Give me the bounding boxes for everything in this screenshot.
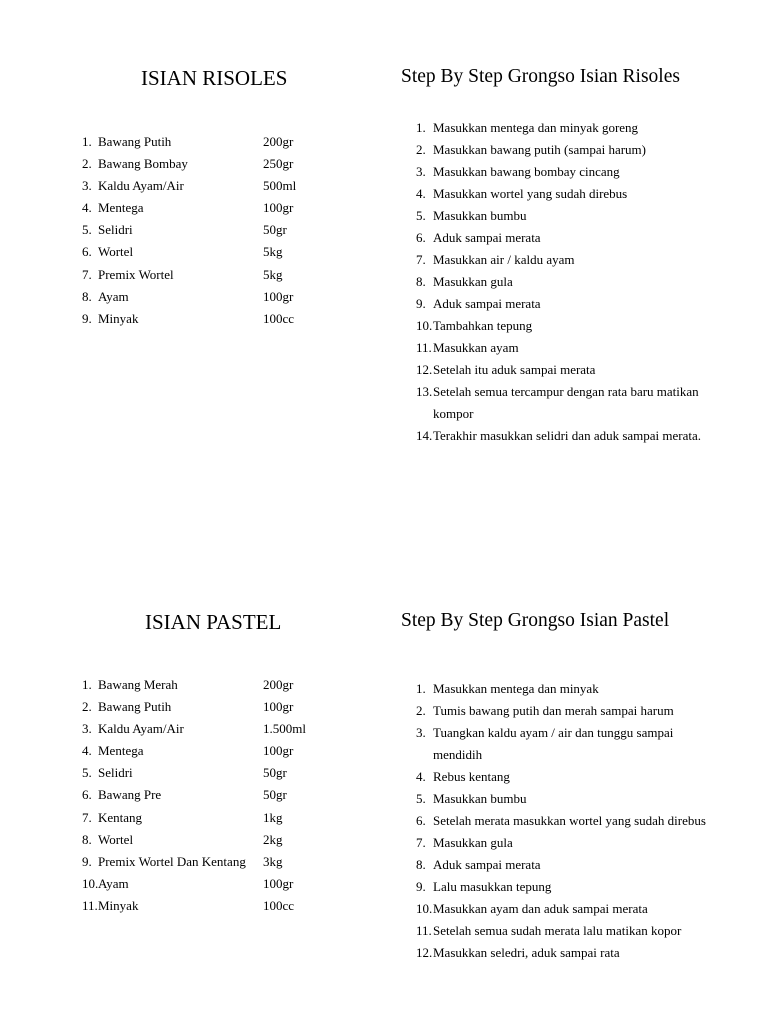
step-text: Masukkan ayam <box>433 340 519 355</box>
step-text: Masukkan wortel yang sudah direbus <box>433 186 628 201</box>
step-item <box>416 854 706 876</box>
risoles-ingredient-list <box>82 132 382 331</box>
ingredient-item <box>82 675 382 697</box>
ingredient-quantity: 100cc <box>263 310 295 326</box>
ingredient-item <box>82 220 382 242</box>
step-item <box>416 810 706 832</box>
ingredient-quantity: 250gr <box>263 156 294 172</box>
ingredient-name: Kentang <box>98 809 143 825</box>
step-item <box>416 788 706 810</box>
step-item <box>416 425 706 447</box>
ingredient-name: Bawang Merah <box>98 677 178 692</box>
ingredient-quantity: 200gr <box>263 677 294 692</box>
step-number: 8. <box>416 857 426 872</box>
pastel-steps-title: Step By Step Grongso Isian Pastel <box>401 610 670 631</box>
step-item <box>416 117 706 139</box>
ingredient-quantity: 200gr <box>263 134 294 149</box>
ingredient-name: Wortel <box>98 831 134 847</box>
ingredient-item <box>82 808 382 830</box>
ingredient-item <box>82 176 382 198</box>
step-text: Rebus kentang <box>433 769 510 784</box>
step-item <box>416 161 706 183</box>
step-number: 9. <box>416 296 426 311</box>
step-text: Lalu masukkan tepung <box>433 879 552 894</box>
step-number: 5. <box>416 791 426 806</box>
ingredient-number: 5. <box>82 765 92 781</box>
ingredient-item <box>82 242 382 264</box>
step-text: Tuangkan kaldu ayam / air dan tunggu sampai mendidih <box>433 725 674 762</box>
ingredient-quantity: 5kg <box>263 244 283 260</box>
step-number: 3. <box>416 164 426 179</box>
pastel-step-list <box>416 678 706 964</box>
step-item <box>416 898 706 920</box>
step-item <box>416 337 706 359</box>
ingredient-quantity: 100gr <box>263 288 294 304</box>
step-item <box>416 678 706 700</box>
step-text: Masukkan ayam dan aduk sampai merata <box>433 901 648 916</box>
ingredient-name: Bawang Putih <box>98 134 172 149</box>
ingredient-name: Minyak <box>98 310 139 326</box>
ingredient-name: Bawang Bombay <box>98 156 188 172</box>
step-number: 8. <box>416 274 426 289</box>
ingredient-number: 1. <box>82 677 92 692</box>
ingredient-name: Ayam <box>98 875 129 891</box>
step-number: 9. <box>416 879 426 894</box>
ingredient-item <box>82 785 382 807</box>
step-number: 11. <box>416 340 432 355</box>
ingredient-number: 10. <box>82 875 99 891</box>
step-text: Masukkan air / kaldu ayam <box>433 252 575 267</box>
ingredient-number: 6. <box>82 787 92 803</box>
ingredient-number: 5. <box>82 222 92 238</box>
step-text: Setelah itu aduk sampai merata <box>433 362 596 377</box>
ingredient-number: 11. <box>82 897 98 913</box>
step-item <box>416 139 706 161</box>
step-text: Masukkan mentega dan minyak <box>433 681 599 696</box>
ingredient-item <box>82 132 382 154</box>
ingredient-quantity: 1kg <box>263 809 283 825</box>
ingredient-number: 9. <box>82 310 92 326</box>
risoles-step-list <box>416 117 706 447</box>
ingredient-quantity: 100gr <box>263 875 294 891</box>
ingredient-name: Kaldu Ayam/Air <box>98 721 184 737</box>
ingredient-item <box>82 874 382 896</box>
step-text: Masukkan bawang bombay cincang <box>433 164 620 179</box>
step-text: Masukkan seledri, aduk sampai rata <box>433 945 620 960</box>
step-item <box>416 766 706 788</box>
step-number: 4. <box>416 186 426 201</box>
step-number: 6. <box>416 230 426 245</box>
ingredient-number: 6. <box>82 244 92 260</box>
ingredient-name: Ayam <box>98 288 129 304</box>
step-number: 13. <box>416 384 433 399</box>
step-number: 6. <box>416 813 426 828</box>
ingredient-number: 8. <box>82 288 92 304</box>
ingredient-item <box>82 763 382 785</box>
step-item <box>416 315 706 337</box>
step-item <box>416 381 706 425</box>
ingredient-number: 9. <box>82 853 92 869</box>
step-item <box>416 832 706 854</box>
ingredient-number: 7. <box>82 266 92 282</box>
ingredient-item <box>82 896 382 918</box>
step-item <box>416 293 706 315</box>
ingredient-item <box>82 852 382 874</box>
step-number: 4. <box>416 769 426 784</box>
ingredient-item <box>82 287 382 309</box>
ingredient-name: Bawang Pre <box>98 787 162 803</box>
step-item <box>416 205 706 227</box>
ingredient-quantity: 5kg <box>263 266 283 282</box>
step-text: Setelah merata masukkan wortel yang sudah direbus <box>433 813 706 828</box>
ingredient-quantity: 100gr <box>263 699 294 715</box>
ingredient-item <box>82 697 382 719</box>
step-text: Masukkan gula <box>433 835 513 850</box>
step-item <box>416 227 706 249</box>
ingredient-name: Minyak <box>98 897 139 913</box>
step-text: Masukkan gula <box>433 274 513 289</box>
step-text: Aduk sampai merata <box>433 230 541 245</box>
step-text: Masukkan bumbu <box>433 791 527 806</box>
ingredient-quantity: 1.500ml <box>263 721 306 737</box>
step-number: 2. <box>416 142 426 157</box>
ingredient-number: 3. <box>82 721 92 737</box>
step-number: 7. <box>416 252 426 267</box>
ingredient-number: 2. <box>82 156 92 172</box>
ingredient-name: Selidri <box>98 222 133 238</box>
step-text: Setelah semua tercampur dengan rata baru matikan kompor <box>433 384 699 421</box>
ingredient-name: Mentega <box>98 200 144 216</box>
step-number: 1. <box>416 681 426 696</box>
ingredient-name: Wortel <box>98 244 134 260</box>
step-number: 10. <box>416 318 433 333</box>
ingredient-item <box>82 154 382 176</box>
risoles-title: ISIAN RISOLES <box>141 66 288 90</box>
risoles-steps-title: Step By Step Grongso Isian Risoles <box>401 66 680 87</box>
ingredient-number: 2. <box>82 699 92 715</box>
step-item <box>416 876 706 898</box>
ingredient-quantity: 100gr <box>263 200 294 216</box>
step-item <box>416 942 706 964</box>
ingredient-item <box>82 265 382 287</box>
step-number: 14. <box>416 428 433 443</box>
ingredient-number: 7. <box>82 809 92 825</box>
ingredient-quantity: 2kg <box>263 831 283 847</box>
ingredient-quantity: 50gr <box>263 222 287 238</box>
step-text: Terakhir masukkan selidri dan aduk sampai merata. <box>433 428 702 443</box>
ingredient-quantity: 100gr <box>263 743 294 759</box>
step-text: Aduk sampai merata <box>433 296 541 311</box>
step-text: Masukkan mentega dan minyak goreng <box>433 120 639 135</box>
step-text: Tumis bawang putih dan merah sampai harum <box>433 703 674 718</box>
ingredient-number: 1. <box>82 134 92 149</box>
ingredient-item <box>82 309 382 331</box>
ingredient-item <box>82 719 382 741</box>
step-item <box>416 920 706 942</box>
step-item <box>416 722 706 766</box>
ingredient-name: Kaldu Ayam/Air <box>98 178 184 194</box>
ingredient-number: 4. <box>82 743 92 759</box>
step-text: Tambahkan tepung <box>433 318 533 333</box>
ingredient-name: Mentega <box>98 743 144 759</box>
ingredient-item <box>82 198 382 220</box>
step-item <box>416 700 706 722</box>
ingredient-name: Premix Wortel Dan Kentang <box>98 853 246 869</box>
ingredient-name: Selidri <box>98 765 133 781</box>
step-text: Setelah semua sudah merata lalu matikan kopor <box>433 923 682 938</box>
step-item <box>416 249 706 271</box>
step-item <box>416 271 706 293</box>
ingredient-number: 4. <box>82 200 92 216</box>
ingredient-number: 3. <box>82 178 92 194</box>
ingredient-name: Bawang Putih <box>98 699 172 715</box>
step-number: 12. <box>416 362 433 377</box>
ingredient-item <box>82 741 382 763</box>
ingredient-name: Premix Wortel <box>98 266 174 282</box>
ingredient-quantity: 100cc <box>263 897 295 913</box>
step-number: 11. <box>416 923 432 938</box>
step-text: Masukkan bawang putih (sampai harum) <box>433 142 647 157</box>
step-number: 1. <box>416 120 426 135</box>
step-number: 2. <box>416 703 426 718</box>
ingredient-item <box>82 830 382 852</box>
step-text: Aduk sampai merata <box>433 857 541 872</box>
ingredient-quantity: 500ml <box>263 178 297 194</box>
ingredient-quantity: 50gr <box>263 787 287 803</box>
step-item <box>416 359 706 381</box>
ingredient-quantity: 50gr <box>263 765 287 781</box>
step-number: 7. <box>416 835 426 850</box>
pastel-title: ISIAN PASTEL <box>145 610 282 634</box>
ingredient-number: 8. <box>82 831 92 847</box>
step-item <box>416 183 706 205</box>
step-number: 3. <box>416 725 426 740</box>
step-number: 12. <box>416 945 433 960</box>
ingredient-quantity: 3kg <box>263 853 283 869</box>
step-number: 5. <box>416 208 426 223</box>
pastel-ingredient-list <box>82 675 382 918</box>
step-text: Masukkan bumbu <box>433 208 527 223</box>
step-number: 10. <box>416 901 433 916</box>
